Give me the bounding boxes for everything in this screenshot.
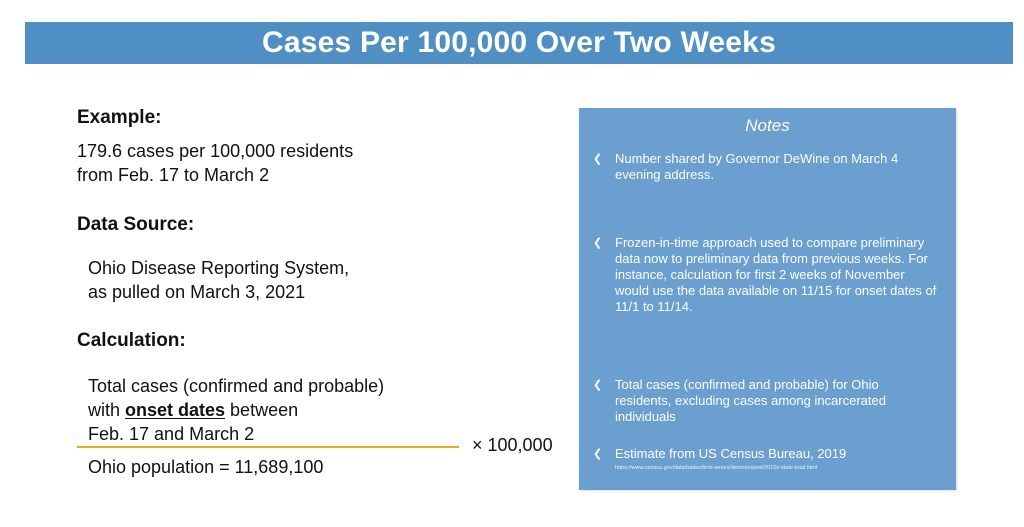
- onset-dates-emphasis: onset dates: [125, 400, 226, 420]
- data-source-heading: Data Source:: [77, 214, 195, 235]
- calculation-numerator: [88, 374, 384, 446]
- data-source-text: [88, 256, 349, 304]
- data-source-line-2: as pulled on March 3, 2021: [88, 282, 306, 302]
- title-bar: [25, 22, 1013, 64]
- numerator-line-1: Total cases (confirmed and probable): [88, 376, 385, 396]
- note-text: Total cases (confirmed and probable) for Ohio residents, excluding cases among incarcerated individuals: [615, 377, 886, 424]
- arrow-bullet-icon: ❮: [593, 153, 603, 165]
- census-source-url: https://www.census.gov/data/tables/time-series/demo/popest/2010s-state-total.html: [615, 465, 818, 471]
- note-item: [593, 235, 938, 315]
- note-text: Frozen-in-time approach used to compare preliminary data now to preliminary data from previous weeks. For instance, calculation for first 2 weeks of November would use the data available on 11/15 for onset dates of 11/1 to 11/14.: [615, 235, 937, 314]
- example-line-1: 179.6 cases per 100,000 residents: [77, 141, 354, 161]
- note-item: [593, 377, 938, 425]
- note-item: [593, 151, 938, 183]
- note-text: Number shared by Governor DeWine on March 4 evening address.: [615, 151, 899, 182]
- data-source-line-1: Ohio Disease Reporting System,: [88, 258, 350, 278]
- notes-title: Notes: [745, 116, 790, 135]
- numerator-line-2: [88, 398, 384, 422]
- note-item: [593, 446, 938, 472]
- page-title: Cases Per 100,000 Over Two Weeks: [262, 26, 776, 59]
- note-text: Estimate from US Census Bureau, 2019: [615, 446, 847, 461]
- numerator-prefix: with: [88, 400, 126, 420]
- multiplier: × 100,000: [472, 435, 553, 455]
- arrow-bullet-icon: ❮: [593, 379, 603, 391]
- numerator-suffix: between: [225, 400, 299, 420]
- notes-panel: [579, 108, 956, 490]
- arrow-bullet-icon: ❮: [593, 448, 603, 460]
- numerator-line-3: Feb. 17 and March 2: [88, 424, 255, 444]
- example-text: [77, 139, 353, 187]
- arrow-bullet-icon: ❮: [593, 237, 603, 249]
- calculation-heading: Calculation:: [77, 330, 186, 351]
- example-line-2: from Feb. 17 to March 2: [77, 165, 270, 185]
- calculation-denominator: Ohio population = 11,689,100: [88, 457, 324, 477]
- fraction-line: [77, 446, 459, 448]
- example-heading: Example:: [77, 107, 162, 128]
